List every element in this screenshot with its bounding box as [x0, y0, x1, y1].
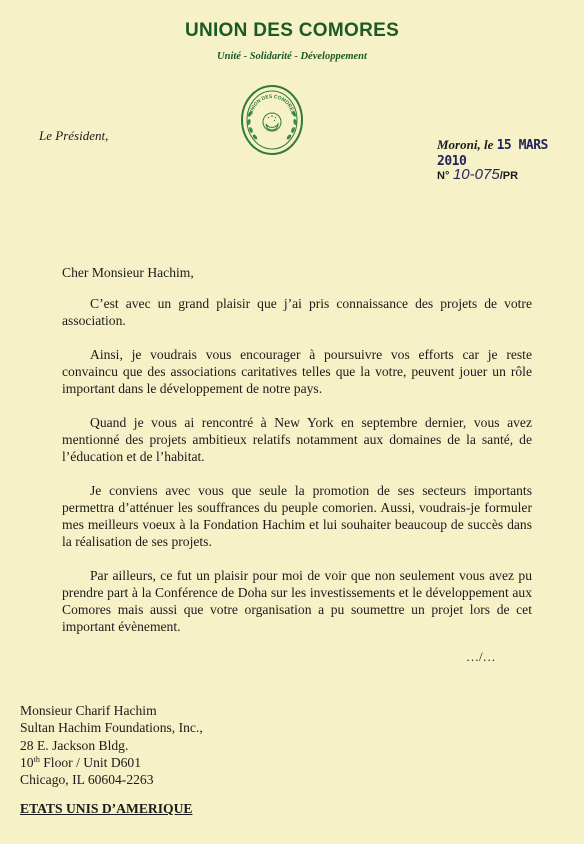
- recipient-city: Chicago, IL 60604-2263: [20, 772, 154, 788]
- floor-number: 10: [20, 754, 34, 770]
- seal-text: UNION DES COMORES: [248, 93, 296, 115]
- dateline-place: Moroni, le: [437, 137, 494, 152]
- letter-body: [62, 264, 532, 652]
- letterhead-motto: Unité - Solidarité - Développement: [217, 51, 367, 62]
- reference-number: [437, 166, 518, 183]
- letterhead-title: UNION DES COMORES: [184, 20, 400, 41]
- salutation: Cher Monsieur Hachim,: [62, 265, 194, 280]
- recipient-address: [20, 702, 203, 788]
- recipient-country: ETATS UNIS D’AMERIQUE: [20, 801, 193, 816]
- paragraph: Par ailleurs, ce fut un plaisir pour moi de voir que non seulement vous avez pu prendre part à la Conférence de Doha sur les investissements et le développement aux Comores mais aussi que votre organisation a pu soumettre un projet lors de cet important évènement.: [62, 568, 532, 634]
- continuation-mark: …/…: [466, 649, 496, 664]
- date-stamp: 15 MARS 2010: [437, 138, 548, 169]
- sender-title: Le Président,: [39, 128, 109, 143]
- paragraph: Ainsi, je voudrais vous encourager à poursuivre vos efforts car je reste convaincu que des associations caritatives telles que la votre, peuvent jouer un rôle important dans le développement de notre pays.: [62, 347, 532, 396]
- dateline: [437, 137, 584, 169]
- reference-handwritten-number: 10-075: [452, 166, 500, 183]
- recipient-street: 28 E. Jackson Bldg.: [20, 737, 129, 753]
- reference-suffix: /PR: [499, 170, 519, 182]
- recipient-organization: Sultan Hachim Foundations, Inc.,: [20, 720, 203, 736]
- recipient-floor: [20, 754, 203, 771]
- paragraph: C’est avec un grand plaisir que j’ai pris connaissance des projets de votre association.: [62, 296, 532, 328]
- floor-unit: Floor / Unit D601: [39, 754, 142, 770]
- paragraph: Quand je vous ai rencontré à New York en septembre dernier, vous avez mentionné des projets ambitieux relatifs notamment aux domaines de la santé, de l’éducation et de l’habitat.: [62, 415, 532, 464]
- national-seal: [240, 84, 304, 156]
- paragraph: Je conviens avec vous que seule la promotion de ses secteurs importants permettra d’atténuer les souffrances du peuple comorien. Aussi, voudrais-je formuler mes meilleurs voeux à la Fondation Hachim et lui souhaiter beaucoup de succès dans la réalisation de ses projets.: [62, 483, 532, 549]
- floor-ordinal: th: [33, 754, 40, 764]
- recipient-name: Monsieur Charif Hachim: [20, 703, 157, 718]
- reference-label: N°: [437, 170, 450, 182]
